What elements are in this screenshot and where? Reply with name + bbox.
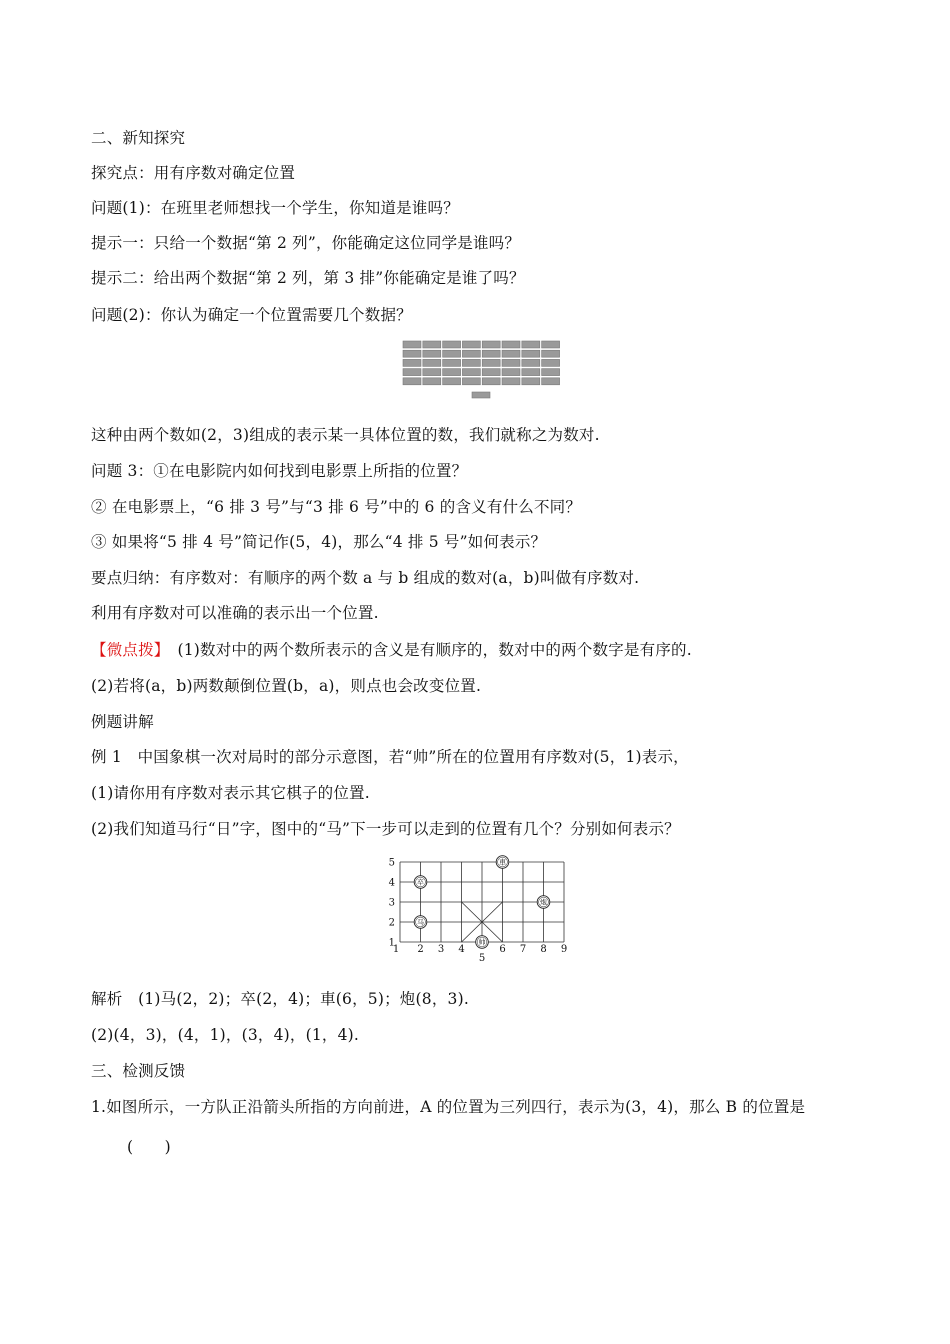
tip-label: 【微点拨】	[91, 641, 162, 659]
chess-piece-label: 卒	[417, 878, 424, 887]
chess-piece	[537, 896, 550, 909]
seat	[403, 378, 421, 385]
seat	[443, 359, 461, 366]
seat	[522, 350, 540, 357]
seat	[542, 350, 560, 357]
tip-1: (1)数对中的两个数所表示的含义是有顺序的，数对中的两个数字是有序的.	[177, 641, 692, 659]
key-point-summary-2: 利用有序数对可以准确的表示出一个位置.	[91, 604, 379, 622]
seat	[443, 369, 461, 376]
chess-piece	[414, 916, 427, 929]
section-heading-feedback: 三、检测反馈	[91, 1062, 186, 1080]
seat	[482, 378, 500, 385]
seat	[482, 359, 500, 366]
seat	[522, 359, 540, 366]
tip-paragraph	[91, 640, 692, 660]
seat	[443, 341, 461, 348]
seat	[522, 341, 540, 348]
question-1: 问题(1)：在班里老师想找一个学生，你知道是谁吗？	[91, 199, 459, 217]
seat	[462, 369, 480, 376]
seat	[443, 350, 461, 357]
seat	[482, 350, 500, 357]
seat	[542, 369, 560, 376]
solution-2: (2)(4，3)，(4，1)，(3，4)，(1，4).	[91, 1026, 360, 1044]
seat	[423, 359, 441, 366]
seat	[403, 341, 421, 348]
seat	[502, 378, 520, 385]
solution-1: 解析 (1)马(2，2)；卒(2，4)；車(6，5)；炮(8，3).	[91, 990, 469, 1008]
chess-piece	[496, 856, 509, 869]
y-tick-label: 2	[388, 917, 395, 929]
chess-piece-label: 马	[417, 918, 424, 927]
example-1-part-a: (1)请你用有序数对表示其它棋子的位置.	[91, 784, 370, 802]
seat	[522, 369, 540, 376]
teacher-desk	[472, 392, 490, 398]
question-3-part-2: ② 在电影票上，“6 排 3 号”与“3 排 6 号”中的 6 的含义有什么不同？	[91, 498, 582, 516]
x-tick-label: 7	[519, 944, 527, 955]
y-tick-label: 1	[388, 937, 395, 949]
seat	[502, 350, 520, 357]
seat	[462, 378, 480, 385]
x-tick-label: 5	[478, 953, 486, 964]
seat	[423, 378, 441, 385]
seat	[542, 359, 560, 366]
definition: 这种由两个数如(2，3)组成的表示某一具体位置的数，我们就称之为数对.	[91, 426, 600, 444]
seat	[423, 369, 441, 376]
y-tick-label: 5	[388, 857, 395, 869]
example-title: 例题讲解	[91, 713, 154, 731]
tip-2: (2)若将(a，b)两数颠倒位置(b，a)，则点也会改变位置.	[91, 677, 482, 695]
seat	[403, 350, 421, 357]
question-2: 问题(2)：你认为确定一个位置需要几个数据？	[91, 306, 412, 324]
seat	[502, 341, 520, 348]
chess-board-diagram	[386, 853, 576, 964]
seat	[482, 341, 500, 348]
section-heading-new-knowledge: 二、新知探究	[91, 129, 186, 147]
seat	[462, 359, 480, 366]
seat	[462, 350, 480, 357]
seat	[403, 369, 421, 376]
x-tick-label: 1	[392, 944, 400, 955]
seat	[522, 378, 540, 385]
chess-piece-label: 車	[499, 858, 506, 867]
seat	[443, 378, 461, 385]
hint-2: 提示二：给出两个数据“第 2 列，第 3 排”你能确定是谁了吗？	[91, 269, 525, 287]
x-tick-label: 2	[417, 944, 424, 955]
example-1-part-b: (2)我们知道马行“日”字，图中的“马”下一步可以走到的位置有几个？分别如何表示？	[91, 820, 680, 838]
explore-point: 探究点：用有序数对确定位置	[91, 164, 296, 182]
problem-1-answer-blank: ( )	[127, 1138, 171, 1156]
y-tick-label: 4	[388, 877, 395, 889]
y-tick-label: 3	[388, 897, 395, 909]
x-tick-label: 9	[560, 944, 568, 955]
key-point-summary: 要点归纳：有序数对：有顺序的两个数 a 与 b 组成的数对(a，b)叫做有序数对.	[91, 569, 640, 587]
question-3-part-3: ③ 如果将“5 排 4 号”简记作(5，4)，那么“4 排 5 号”如何表示？	[91, 533, 547, 551]
hint-1: 提示一：只给一个数据“第 2 列”，你能确定这位同学是谁吗？	[91, 234, 521, 252]
seat	[482, 369, 500, 376]
seat	[423, 350, 441, 357]
chess-piece	[414, 876, 427, 889]
seat	[462, 341, 480, 348]
problem-1: 1.如图所示，一方队正沿箭头所指的方向前进，A 的位置为三列四行，表示为(3，4)，那么 B 的位置是	[91, 1098, 806, 1116]
x-tick-label: 6	[499, 944, 506, 955]
question-3-part-1: 问题 3：①在电影院内如何找到电影票上所指的位置？	[91, 462, 468, 480]
x-tick-label: 8	[540, 944, 547, 955]
chess-piece-label: 帅	[478, 938, 486, 947]
example-1: 例 1 中国象棋一次对局时的部分示意图，若“帅”所在的位置用有序数对(5，1)表示，	[91, 748, 689, 766]
chess-piece-label: 炮	[540, 898, 547, 907]
classroom-seat-diagram	[403, 341, 561, 399]
seat	[423, 341, 441, 348]
seat	[502, 359, 520, 366]
seat	[403, 359, 421, 366]
x-tick-label: 4	[458, 944, 465, 955]
seat	[542, 341, 560, 348]
x-tick-label: 3	[437, 944, 445, 955]
chess-piece	[476, 936, 489, 949]
seat	[502, 369, 520, 376]
seat	[542, 378, 560, 385]
